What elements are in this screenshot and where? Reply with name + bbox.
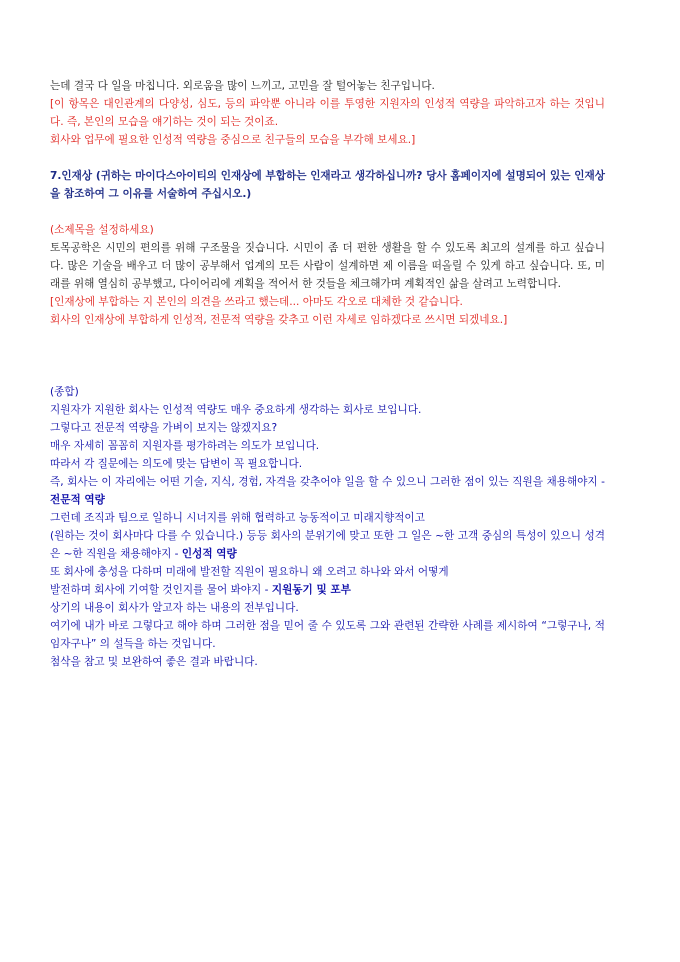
- summary-line-7-text: (원하는 것이 회사마다 다를 수 있습니다.) 등등 회사의 분위기에 맞고 또한 그 일은 ~한 고객 중심의 특성이 있으니 성격은 ~한 직원을 채용해야지 -: [50, 530, 605, 560]
- summary-heading: (종합): [50, 386, 79, 398]
- summary-line-1: 지원자가 지원한 회사는 인성적 역량도 매우 중요하게 생각하는 회사로 보입니다.: [50, 404, 422, 416]
- summary-line-7: [50, 527, 605, 563]
- summary-line-9-text: 발전하며 회사에 기여할 것인지를 물어 봐야지 -: [50, 584, 272, 596]
- question-7-title: 7.인재상 (귀하는 마이다스아이티의 인재상에 부합하는 인재라고 생각하십니까? 당사 홈페이지에 설명되어 있는 인재상을 참조하여 그 이유를 서술하여 주십시오.): [50, 170, 605, 200]
- summary-line-9: [50, 581, 605, 599]
- question-7-answer: 토목공학은 시민의 편의를 위해 구조물을 짓습니다. 시민이 좀 더 편한 생활을 할 수 있도록 최고의 설계를 하고 싶습니다. 많은 기술을 배우고 더 많이 공부해서 업계의 모든 사람이 설계하면 제 이름을 떠올릴 수 있게 하고 싶습니다. 또, 미래를 위해 열심히 공부했고, 다이어리에 계획을 적어서 한 것들을 체크해가며 계획적인 삶을 살려고 노력합니다.: [50, 242, 605, 290]
- previous-answer-tail: 는데 결국 다 일을 마칩니다. 외로움을 많이 느끼고, 고민을 잘 털어놓는 친구입니다.: [50, 80, 435, 92]
- question-7-guide-comment: [인재상에 부합하는 지 본인의 의견을 쓰라고 했는데... 아마도 각오로 대체한 것 같습니다. 회사의 인재상에 부합하게 인성적, 전문적 역량을 갖추고 이런 자세로 임하겠다로 쓰시면 되겠네요.]: [50, 296, 508, 326]
- summary-line-5: [50, 473, 605, 509]
- summary-line-4: 따라서 각 질문에는 의도에 맞는 답변이 꼭 필요합니다.: [50, 458, 303, 470]
- summary-line-10: 상기의 내용이 회사가 알고자 하는 내용의 전부입니다.: [50, 602, 299, 614]
- summary-keyword-motivation-ambition: 지원동기 및 포부: [271, 584, 351, 596]
- summary-line-3: 매우 자세히 꼼꼼히 지원자를 평가하려는 의도가 보입니다.: [50, 440, 320, 452]
- summary-line-6: 그런데 조직과 팀으로 일하니 시너지를 위해 협력하고 능동적이고 미래지향적이고: [50, 512, 425, 524]
- summary-line-12: 첨삭을 참고 및 보완하여 좋은 결과 바랍니다.: [50, 656, 258, 668]
- previous-guide-comment: [이 항목은 대인관계의 다양성, 심도, 등의 파악뿐 아니라 이를 투영한 지원자의 인성적 역량을 파악하고자 하는 것입니다. 즉, 본인의 모습을 얘기하는 것이 되는 것이죠. 회사와 업무에 필요한 인성적 역량을 중심으로 친구들의 모습을 부각해 보세요.]: [50, 98, 605, 146]
- summary-line-2: 그렇다고 전문적 역량을 가벼이 보지는 않겠지요?: [50, 422, 278, 434]
- summary-line-5-text: 즉, 회사는 이 자리에는 어떤 기술, 지식, 경험, 자격을 갖추어야 일을 할 수 있으니 그러한 점이 있는 직원을 채용해야지 -: [50, 476, 605, 488]
- question-7-subtitle-placeholder: (소제목을 설정하세요): [50, 224, 154, 236]
- summary-line-8: 또 회사에 충성을 다하며 미래에 발전할 직원이 필요하니 왜 오려고 하나와 와서 어떻게: [50, 566, 449, 578]
- summary-keyword-professional-competence: 전문적 역량: [50, 494, 105, 506]
- summary-keyword-personal-competence: 인성적 역량: [181, 548, 237, 560]
- summary-section: [50, 383, 605, 671]
- document-page: [50, 77, 605, 671]
- summary-line-11: 여기에 내가 바로 그렇다고 해야 하며 그러한 점을 믿어 줄 수 있도록 그와 관련된 간략한 사례를 제시하여 “그렇구나, 적임자구나” 의 설득을 하는 것입니다.: [50, 620, 605, 650]
